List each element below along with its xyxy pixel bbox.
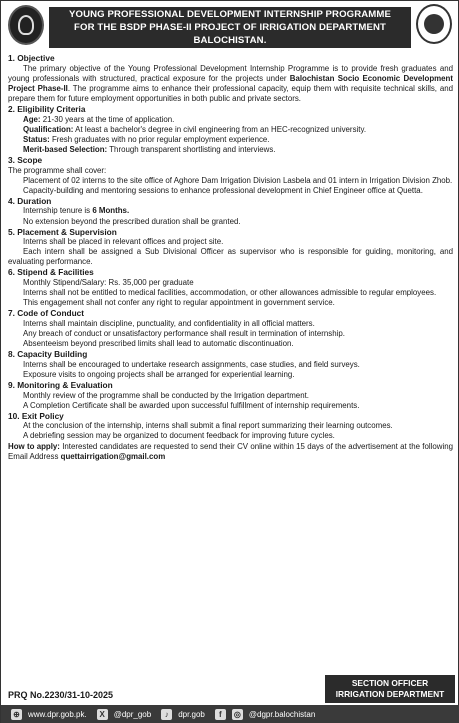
globe-icon: ⊕	[11, 709, 22, 720]
scope-intro: The programme shall cover:	[8, 165, 107, 175]
title-banner	[49, 7, 411, 48]
stipend-allowances: Interns shall not be entitled to medical facilities, accommodation, or other allowances admissible to regular employees.	[23, 288, 437, 298]
tenure-value: 6 Months.	[92, 206, 130, 216]
duration-tenure	[8, 206, 453, 216]
facebook-instagram-handle: @dgpr.balochistan	[248, 710, 316, 719]
tiktok-icon: ♪	[161, 709, 172, 720]
section-heading-scope: 3. Scope	[8, 154, 43, 165]
conduct-absenteeism: Absenteeism beyond prescribed limits shall lead to automatic discontinuation.	[23, 339, 294, 349]
age-text: 21-30 years at the time of application.	[40, 114, 175, 124]
title-line-3: BALOCHISTAN.	[193, 35, 267, 46]
status-label: Status:	[23, 134, 50, 144]
placement-supervisor: Each intern shall be assigned a Sub Divisional Officer as supervisor who is responsible for guiding, monitoring, and evaluating performance.	[8, 247, 453, 267]
eligibility-qualification	[8, 125, 453, 135]
section-heading-stipend: 6. Stipend & Facilities	[8, 267, 94, 278]
govt-emblem-logo-left	[8, 5, 44, 45]
objective-text-a: The primary objective of the Young Professional Development Internship Programme is to provide fresh graduates and young professionals with structured, practical exposure for the projects under	[8, 63, 453, 83]
duration-extension: No extension beyond the prescribed duration shall be granted.	[23, 216, 241, 226]
qualification-text: At least a bachelor's degree in civil engineering from an HEC-recognized university.	[73, 124, 367, 134]
section-heading-placement: 5. Placement & Supervision	[8, 226, 117, 237]
merit-text: Through transparent shortlisting and interviews.	[107, 144, 276, 154]
how-to-apply	[8, 442, 453, 462]
signature-block	[325, 675, 455, 703]
tiktok-handle: dpr.gob	[178, 710, 205, 719]
apply-text: Interested candidates are requested to send their CV online within 15 days of the advertisement at the following Email Address	[8, 441, 453, 461]
signatory-department: IRRIGATION DEPARTMENT	[335, 689, 445, 699]
section-heading-eligibility: 2. Eligibility Criteria	[8, 103, 86, 114]
objective-paragraph	[8, 64, 453, 104]
qualification-label: Qualification:	[23, 124, 74, 134]
section-heading-conduct: 7. Code of Conduct	[8, 308, 85, 319]
merit-label: Merit-based Selection:	[23, 144, 108, 154]
exit-final-report: At the conclusion of the internship, interns shall submit a final report summarizing their learning outcomes.	[23, 421, 393, 431]
header	[1, 1, 459, 51]
tenure-text: Internship tenure is	[23, 206, 93, 216]
capacity-exposure: Exposure visits to ongoing projects shall be arranged for experiential learning.	[23, 369, 295, 379]
facebook-icon: f	[215, 709, 226, 720]
age-label: Age:	[23, 114, 41, 124]
exit-debriefing: A debriefing session may be organized to document feedback for improving future cycles.	[23, 431, 335, 441]
instagram-icon: ◎	[232, 709, 243, 720]
conduct-discipline: Interns shall maintain discipline, punctuality, and confidentiality in all official matters.	[23, 318, 315, 328]
monitoring-certificate: A Completion Certificate shall be awarded upon successful fulfillment of internship requirements.	[23, 400, 360, 410]
twitter-handle: @dpr_gob	[113, 710, 152, 719]
advertisement-body	[8, 53, 453, 462]
monitoring-review: Monthly review of the programme shall be conducted by the Irrigation department.	[23, 390, 309, 400]
conduct-breach: Any breach of conduct or unsatisfactory performance shall result in termination of internship.	[23, 329, 345, 339]
x-twitter-icon: X	[97, 709, 108, 720]
signatory-title: SECTION OFFICER	[351, 678, 429, 688]
eligibility-status	[8, 135, 453, 145]
scope-capacity: Capacity-building and mentoring sessions to enhance professional development in Chief Engineer office at Quetta.	[23, 185, 423, 195]
apply-email: quettairrigation@gmail.com	[60, 451, 166, 461]
title-line-1: YOUNG PROFESSIONAL DEVELOPMENT INTERNSHIP PROGRAMME	[69, 9, 391, 20]
section-heading-monitoring: 9. Monitoring & Evaluation	[8, 380, 113, 390]
capacity-research: Interns shall be encouraged to undertake research assignments, case studies, and field surveys.	[23, 359, 360, 369]
stipend-no-right: This engagement shall not confer any right to regular appointment in government service.	[23, 298, 335, 308]
objective-text-c: . The programme aims to enhance their professional capacity, equip them with requisite technical skills, and prepare them for future employment opportunities in both public and private sectors.	[8, 83, 454, 103]
objective-project-name: Balochistan Socio Economic Development Project Phase-II	[8, 73, 453, 93]
scope-placement: Placement of 02 interns to the site office of Aghore Dam Irrigation Division Lasbela and 01 intern in Irrigation Division Zhob.	[23, 175, 453, 185]
eligibility-merit	[8, 145, 453, 155]
section-heading-duration: 4. Duration	[8, 195, 52, 206]
apply-label: How to apply:	[8, 441, 60, 451]
section-heading-capacity: 8. Capacity Building	[8, 349, 88, 360]
project-logo-right	[416, 4, 452, 44]
eligibility-age	[8, 115, 453, 125]
website-text: www.dpr.gob.pk.	[28, 710, 87, 719]
placement-offices: Interns shall be placed in relevant offices and project site.	[23, 237, 224, 247]
prq-number: PRQ No.2230/31-10-2025	[8, 690, 114, 700]
status-text: Fresh graduates with no prior regular employment experience.	[49, 134, 270, 144]
stipend-amount: Monthly Stipend/Salary: Rs. 35,000 per graduate	[23, 278, 194, 288]
title-line-2: FOR THE BSDP PHASE-II PROJECT OF IRRIGATION DEPARTMENT	[74, 22, 386, 33]
section-heading-exit: 10. Exit Policy	[8, 410, 64, 421]
social-footer-bar	[1, 705, 459, 723]
section-heading-objective: 1. Objective	[8, 53, 55, 63]
